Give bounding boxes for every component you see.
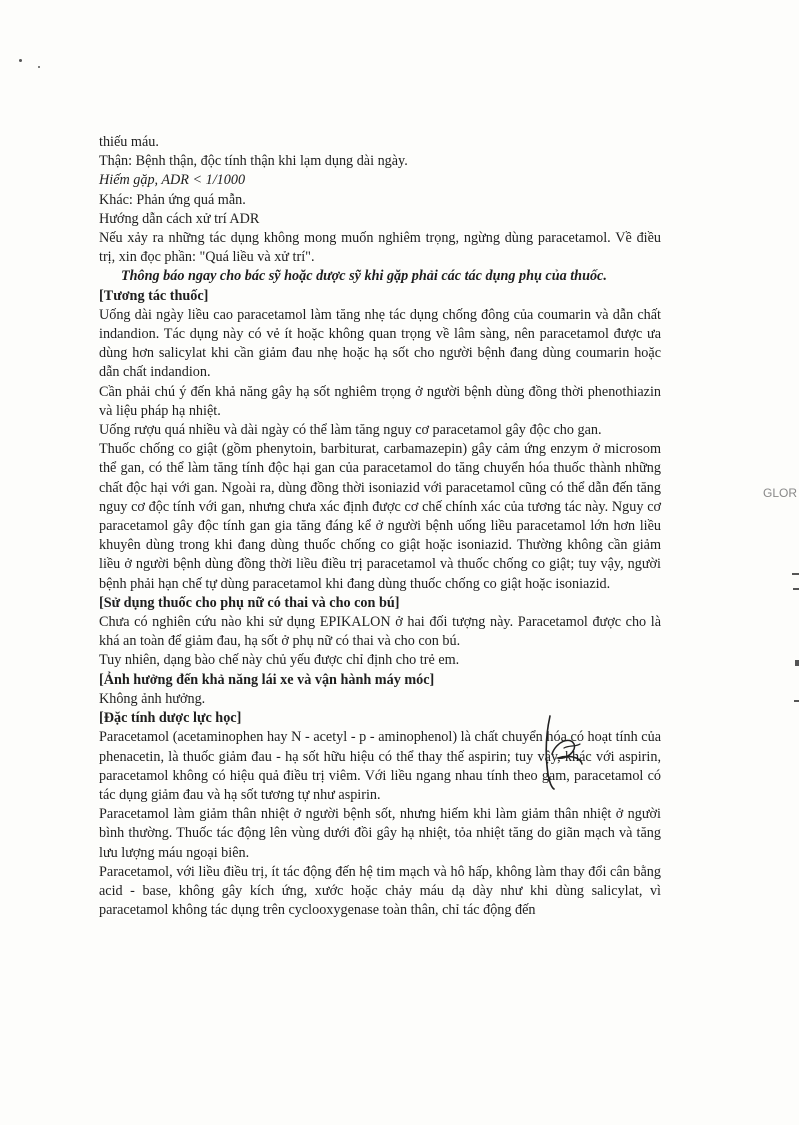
paragraph: Hiếm gặp, ADR < 1/1000 bbox=[99, 172, 246, 189]
scan-speck bbox=[792, 573, 799, 575]
paragraph: Cần phải chú ý đến khả năng gây hạ sốt nghiêm trọng ở người bệnh dùng đồng thời phenothiazin và liệu pháp hạ nhiệt. bbox=[99, 383, 661, 419]
section-heading: [Ảnh hưởng đến khả năng lái xe và vận hành máy móc] bbox=[99, 671, 435, 688]
paragraph: Nếu xảy ra những tác dụng không mong muốn nghiêm trọng, ngừng dùng paracetamol. Về điều trị, xin đọc phần: "Quá liều và xử trí". bbox=[99, 230, 661, 266]
section-heading: [Tương tác thuốc] bbox=[99, 287, 209, 304]
scan-speck bbox=[38, 66, 40, 68]
section-heading: [Sử dụng thuốc cho phụ nữ có thai và cho con bú] bbox=[99, 594, 400, 611]
paragraph: Không ảnh hưởng. bbox=[99, 690, 206, 707]
scan-speck bbox=[794, 700, 799, 702]
paragraph: Khác: Phản ứng quá mẫn. bbox=[99, 191, 246, 208]
scan-speck bbox=[795, 660, 799, 666]
paragraph: Chưa có nghiên cứu nào khi sử dụng EPIKALON ở hai đối tượng này. Paracetamol được cho là khá an toàn để giảm đau, hạ sốt ở phụ nữ có thai và cho con bú. bbox=[99, 614, 661, 650]
adjacent-page-edge bbox=[763, 486, 799, 500]
warning-notice: Thông báo ngay cho bác sỹ hoặc dược sỹ khi gặp phải các tác dụng phụ của thuốc. bbox=[121, 268, 607, 285]
scan-speck bbox=[19, 59, 22, 62]
handwritten-signature bbox=[536, 714, 598, 790]
paragraph: Paracetamol, với liều điều trị, ít tác động đến hệ tim mạch và hô hấp, không làm thay đổi cân bằng acid - base, không gây kích ứng, xước hoặc chảy máu dạ dày như khi dùng salicylat, vì paracetamol không tác dụng trên cyclooxygenase toàn thân, chỉ tác động đến bbox=[99, 863, 661, 919]
paragraph: Thận: Bệnh thận, độc tính thận khi lạm dụng dài ngày. bbox=[99, 153, 408, 170]
paragraph: Hướng dẫn cách xử trí ADR bbox=[99, 210, 260, 227]
paragraph: thiếu máu. bbox=[99, 134, 159, 150]
paragraph: Uống rượu quá nhiều và dài ngày có thể làm tăng nguy cơ paracetamol gây độc cho gan. bbox=[99, 422, 602, 439]
paragraph: Paracetamol làm giảm thân nhiệt ở người bệnh sốt, nhưng hiếm khi làm giảm thân nhiệt ở người bình thường. Thuốc tác động lên vùng dưới đồi gây hạ nhiệt, tỏa nhiệt tăng do giãn mạch và tăng lưu lượng máu ngoại biên. bbox=[99, 806, 661, 861]
document-body bbox=[99, 133, 661, 920]
section-heading: [Đặc tính dược lực học] bbox=[99, 710, 242, 727]
paragraph: Thuốc chống co giật (gồm phenytoin, barbiturat, carbamazepin) gây cảm ứng enzym ở microsom thể gan, có thể làm tăng tính độc hại gan của paracetamol do tăng chuyển hóa thuốc thành những chất độc hại với gan. Ngoài ra, dùng đồng thời isoniazid với paracetamol cũng có thể dẫn đến tăng nguy cơ độc tính với gan, nhưng chưa xác định được cơ chế chính xác của tương tác này. Nguy cơ paracetamol gây độc tính gan gia tăng đáng kể ở người bệnh uống liều paracetamol lớn hơn liều khuyên dùng trong khi đang dùng thuốc chống co giật hoặc isoniazid. Thường không cần giảm liều ở người bệnh dùng đồng thời liều điều trị paracetamol và thuốc chống co giật; tuy vậy, người bệnh phải hạn chế tự dùng paracetamol khi đang dùng thuốc chống co giật hoặc isoniazid. bbox=[99, 441, 661, 592]
paragraph: Tuy nhiên, dạng bào chế này chủ yếu được chỉ định cho trẻ em. bbox=[99, 652, 460, 669]
scan-speck bbox=[793, 588, 799, 590]
paragraph: Paracetamol (acetaminophen hay N - acetyl - p - aminophenol) là chất chuyển hóa có hoạt tính của phenacetin, là thuốc giảm đau - hạ sốt hữu hiệu có thể thay thế aspirin; tuy vậy, khác với aspirin, paracetamol không có hiệu quả điều trị viêm. Với liều ngang nhau tính theo gam, paracetamol có tác dụng giảm đau và hạ sốt tương tự như aspirin. bbox=[99, 729, 661, 803]
edge-text: GLOR bbox=[763, 486, 798, 500]
paragraph: Uống dài ngày liều cao paracetamol làm tăng nhẹ tác dụng chống đông của coumarin và dẫn chất indandion. Tác dụng này có vẻ ít hoặc không quan trọng về lâm sàng, nên paracetamol được ưa dùng hơn salicylat khi cần giảm đau nhẹ hoặc hạ sốt cho người bệnh đang dùng coumarin hoặc dẫn chất indandion. bbox=[99, 306, 661, 381]
